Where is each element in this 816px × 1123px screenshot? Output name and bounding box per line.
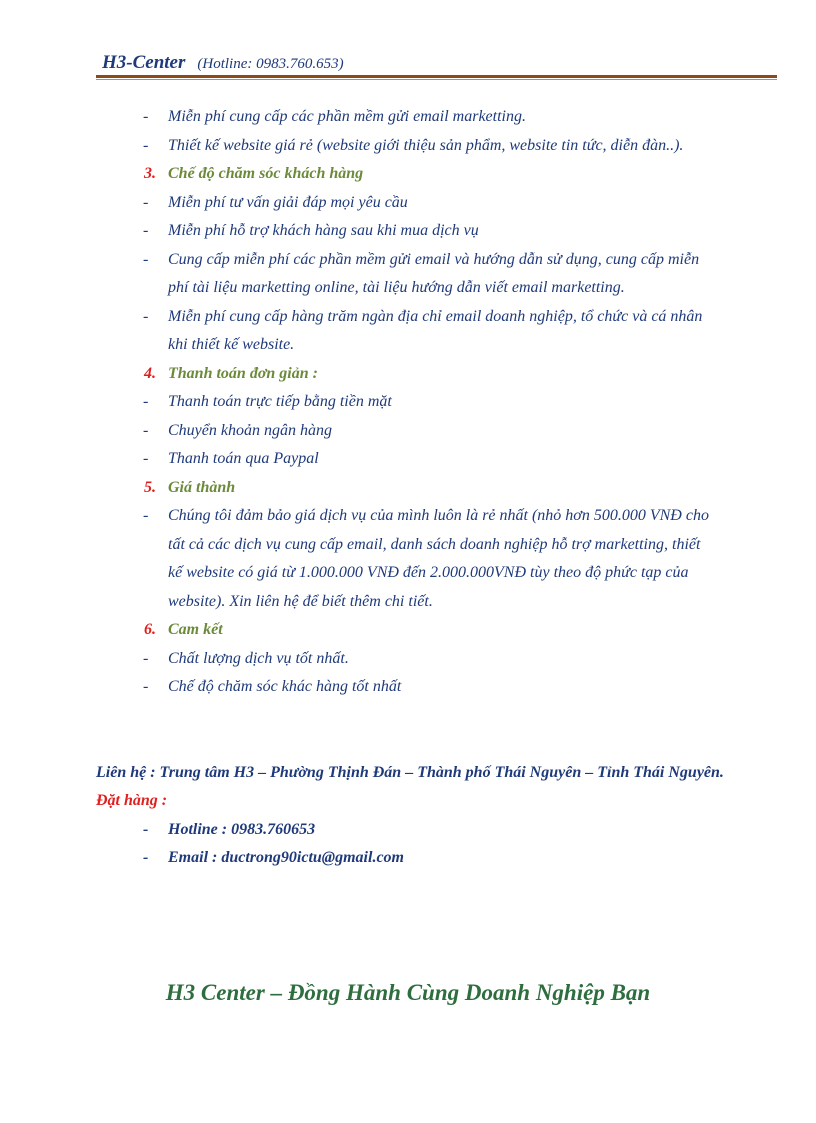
- brand-name: H3-Center: [102, 52, 186, 73]
- list-item: [0, 303, 816, 360]
- section-number: 3.: [144, 165, 156, 182]
- list-item: [0, 502, 816, 616]
- bullet-dash: -: [143, 421, 149, 439]
- list-item-text: Cung cấp miễn phí các phần mềm gửi email và hướng dẫn sử dụng, cung cấp miễn phí tài liệu marketting online, tài liệu hướng dẫn viết email marketting.: [168, 250, 700, 296]
- bullet-dash: -: [143, 193, 149, 211]
- section-heading-4: [0, 360, 816, 389]
- list-item-text: Thanh toán trực tiếp bằng tiền mặt: [168, 393, 392, 410]
- list-item-text: Chúng tôi đảm bảo giá dịch vụ của mình luôn là rẻ nhất (nhỏ hơn 500.000 VNĐ cho tất cả các dịch vụ cung cấp email, danh sách doanh nghiệp hỗ trợ marketting, thiết kế website có giá từ 1.000.000 VNĐ đến 2.000.000VNĐ tùy theo độ phức tạp của website). Xin liên hệ để biết thêm chi tiết.: [168, 507, 709, 610]
- spacer: [0, 702, 816, 759]
- section-title: Cam kết: [168, 621, 223, 638]
- bullet-dash: -: [143, 136, 149, 154]
- list-item-text: Chuyển khoản ngân hàng: [168, 421, 332, 439]
- bullet-dash: -: [143, 307, 149, 325]
- list-item-text: Chế độ chăm sóc khác hàng tốt nhất: [168, 678, 402, 695]
- bullet-dash: -: [143, 250, 149, 268]
- list-item: [0, 246, 816, 303]
- list-item-text: Thanh toán qua Paypal: [168, 450, 319, 467]
- bullet-dash: -: [143, 507, 149, 524]
- bullet-dash: -: [143, 222, 149, 239]
- header-rule-thin: [96, 79, 777, 80]
- list-item-email: [0, 844, 816, 873]
- section-number: 5.: [144, 478, 156, 496]
- bullet-dash: -: [143, 820, 149, 838]
- list-item-text: Miễn phí cung cấp các phần mềm gửi email marketting.: [168, 108, 526, 125]
- slogan: H3 Center – Đồng Hành Cùng Doanh Nghiệp Bạn: [165, 980, 651, 1005]
- list-item-text: Thiết kế website giá rẻ (website giới thiệu sản phẩm, website tin tức, diễn đàn..).: [168, 136, 684, 154]
- list-item-hotline: [0, 816, 816, 845]
- section-number: 6.: [144, 621, 156, 638]
- section-title: Chế độ chăm sóc khách hàng: [168, 165, 364, 182]
- bullet-dash: -: [143, 849, 149, 866]
- order-label: Đặt hàng :: [96, 792, 168, 809]
- list-item: [0, 189, 816, 218]
- email-text: Email : ductrong90ictu@gmail.com: [168, 849, 404, 866]
- list-item: [0, 103, 816, 132]
- section-number: 4.: [144, 364, 156, 382]
- list-item: [0, 388, 816, 417]
- hotline-text: Hotline : 0983.760653: [168, 820, 316, 838]
- list-item: [0, 445, 816, 474]
- document-body: [0, 103, 816, 873]
- list-item: [0, 673, 816, 702]
- contact-info: Liên hệ : Trung tâm H3 – Phường Thịnh Đán – Thành phố Thái Nguyên – Tỉnh Thái Nguyên.: [96, 763, 724, 781]
- list-item-text: Miễn phí cung cấp hàng trăm ngàn địa chỉ email doanh nghiệp, tổ chức và cá nhân khi thiết kế website.: [168, 307, 703, 353]
- bullet-dash: -: [143, 393, 149, 410]
- page-header: [102, 52, 344, 74]
- list-item-text: Miễn phí tư vấn giải đáp mọi yêu cầu: [168, 193, 408, 211]
- list-item: [0, 645, 816, 674]
- list-item: [0, 217, 816, 246]
- section-title: Giá thành: [168, 478, 236, 496]
- header-rule-thick: [96, 75, 777, 78]
- section-heading-6: [0, 616, 816, 645]
- section-heading-3: [0, 160, 816, 189]
- header-hotline: (Hotline: 0983.760.653): [197, 56, 344, 72]
- list-item-text: Chất lượng dịch vụ tốt nhất.: [168, 649, 349, 667]
- bullet-dash: -: [143, 649, 149, 667]
- bullet-dash: -: [143, 450, 149, 467]
- section-title: Thanh toán đơn giản :: [168, 364, 318, 382]
- section-heading-5: [0, 474, 816, 503]
- list-item: [0, 417, 816, 446]
- bullet-dash: -: [143, 678, 149, 695]
- list-item: [0, 132, 816, 161]
- list-item-text: Miễn phí hỗ trợ khách hàng sau khi mua dịch vụ: [168, 222, 479, 239]
- bullet-dash: -: [143, 108, 149, 125]
